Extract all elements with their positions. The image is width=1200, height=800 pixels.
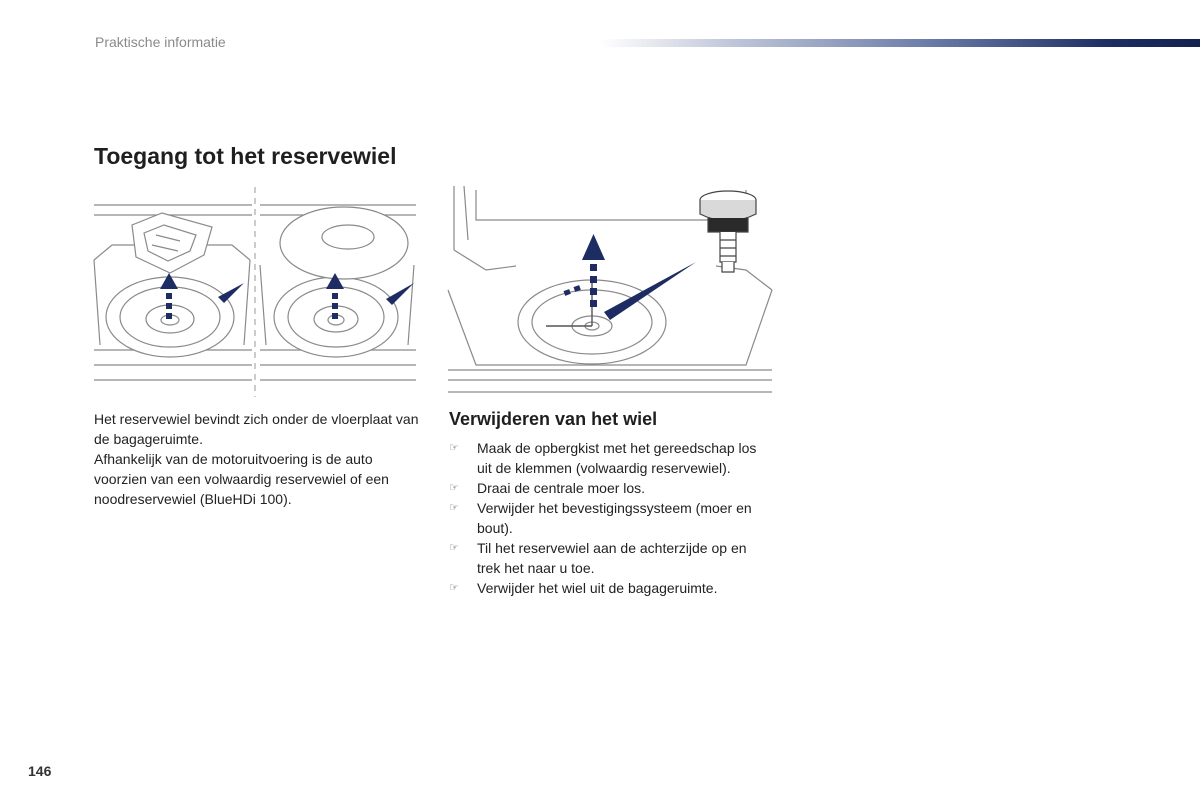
step-text: Verwijder het wiel uit de bagageruimte. [477, 580, 718, 596]
fixing-bolt-illustration [690, 188, 766, 276]
list-item [449, 478, 769, 498]
pointing-hand-icon: ☞ [449, 542, 459, 554]
list-item [449, 538, 769, 578]
header-accent-bar [600, 39, 1200, 47]
removal-steps-list [449, 438, 769, 598]
page-title: Toegang tot het reservewiel [94, 143, 397, 169]
removal-title: Verwijderen van het wiel [449, 409, 658, 429]
intro-line-1: Het reservewiel bevindt zich onder de vloerplaat van de bagageruimte. [94, 411, 419, 447]
list-item [449, 438, 769, 478]
step-text: Verwijder het bevestigingssysteem (moer en bout). [477, 500, 752, 536]
list-item [449, 578, 769, 598]
pointing-hand-icon: ☞ [449, 482, 459, 494]
intro-line-2: Afhankelijk van de motoruitvoering is de auto voorzien van een volwaardig reservewiel of een noodreservewiel (BlueHDi 100). [94, 451, 389, 507]
pointing-hand-icon: ☞ [449, 442, 459, 454]
step-text: Draai de centrale moer los. [477, 480, 646, 496]
section-label: Praktische informatie [95, 34, 226, 50]
page-number: 146 [28, 763, 52, 779]
list-item [449, 498, 769, 538]
trunk-spare-wheel-illustration [92, 185, 418, 397]
step-text: Til het reservewiel aan de achterzijde op en trek het naar u toe. [477, 540, 747, 576]
pointing-hand-icon: ☞ [449, 502, 459, 514]
step-text: Maak de opbergkist met het gereedschap los uit de klemmen (volwaardig reservewiel). [477, 440, 757, 476]
pointing-hand-icon: ☞ [449, 582, 459, 594]
intro-text [94, 409, 424, 509]
